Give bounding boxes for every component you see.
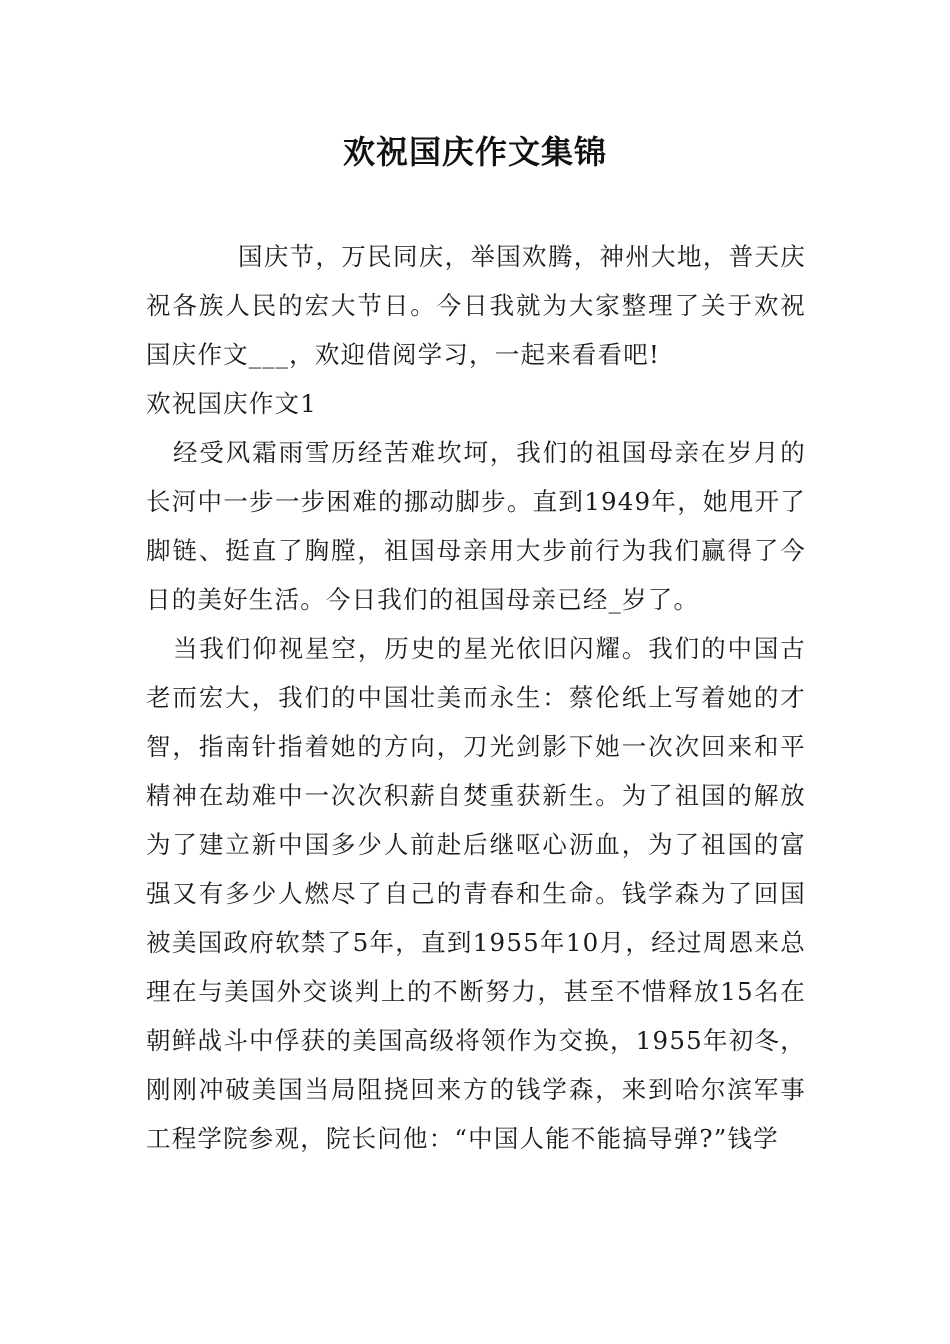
section-heading: 欢祝国庆作文1 <box>146 389 317 418</box>
body-paragraph-2: 当我们仰视星空，历史的星光依旧闪耀。我们的中国古老而宏大，我们的中国壮美而永生：蔡伦纸上写着她的才智，指南针指着她的方向，刀光剑影下她一次次回来和平精神在劫难中一次次积薪自焚重获新生。为了祖国的解放为了建立新中国多少人前赴后继呕心沥血，为了祖国的富强又有多少人燃尽了自己的青春和生命。钱学森为了回国被美国政府软禁了5年，直到1955年10月，经过周恩来总理在与美国外交谈判上的不断努力，甚至不惜释放15名在朝鲜战斗中俘获的美国高级将领作为交换，1955年初冬，刚刚冲破美国当局阻挠回来方的钱学森，来到哈尔滨军事工程学院参观，院长问他：“中国人能不能搞导弹?”钱学 <box>146 634 806 1153</box>
document-title: 欢祝国庆作文集锦 <box>342 133 607 171</box>
document-body <box>146 232 806 1163</box>
intro-paragraph: 国庆节，万民同庆，举国欢腾，神州大地，普天庆祝各族人民的宏大节日。今日我就为大家整理了关于欢祝国庆作文___，欢迎借阅学习，一起来看看吧! <box>146 242 806 369</box>
body-paragraph-1: 经受风霜雨雪历经苦难坎坷，我们的祖国母亲在岁月的长河中一步一步困难的挪动脚步。直到1949年，她甩开了脚链、挺直了胸膛，祖国母亲用大步前行为我们赢得了今日的美好生活。今日我们的祖国母亲已经_岁了。 <box>146 438 806 614</box>
